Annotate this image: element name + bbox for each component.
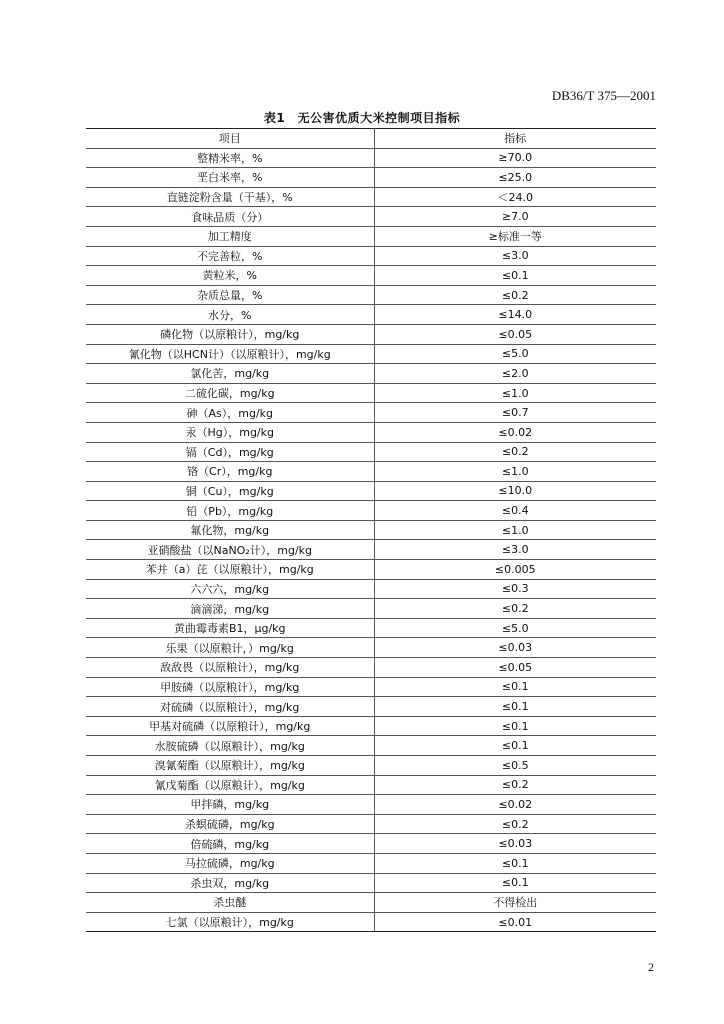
spec-table xyxy=(86,128,656,932)
item-cell: 直链淀粉含量（干基），% xyxy=(86,187,374,207)
limit-cell: ≤0.2 xyxy=(374,775,656,795)
item-cell: 杀虫双，mg/kg xyxy=(86,873,374,893)
table-row xyxy=(86,853,656,873)
table-row xyxy=(86,226,656,246)
item-cell: 氰戊菊酯（以原粮计），mg/kg xyxy=(86,775,374,795)
item-cell: 水分，% xyxy=(86,305,374,325)
table-row xyxy=(86,403,656,423)
table-row xyxy=(86,599,656,619)
limit-cell: ≤0.02 xyxy=(374,422,656,442)
table-row xyxy=(86,501,656,521)
limit-cell: ≤0.3 xyxy=(374,579,656,599)
table-row xyxy=(86,207,656,227)
table-row xyxy=(86,324,656,344)
table-row xyxy=(86,383,656,403)
table-row xyxy=(86,814,656,834)
limit-cell: ≤0.01 xyxy=(374,912,656,932)
limit-cell: ≤0.1 xyxy=(374,873,656,893)
limit-cell: ≤5.0 xyxy=(374,618,656,638)
limit-cell: ≤0.2 xyxy=(374,442,656,462)
item-cell: 氯化苦，mg/kg xyxy=(86,364,374,384)
limit-cell: ≤0.02 xyxy=(374,795,656,815)
limit-cell: ≥7.0 xyxy=(374,207,656,227)
table-row xyxy=(86,834,656,854)
item-cell: 氰化物（以HCN计）（以原粮计），mg/kg xyxy=(86,344,374,364)
item-cell: 食味品质（分） xyxy=(86,207,374,227)
limit-cell: ≤1.0 xyxy=(374,520,656,540)
limit-cell: ≤0.005 xyxy=(374,560,656,580)
item-cell: 黄曲霉毒素B1，μg/kg xyxy=(86,618,374,638)
item-cell: 氟化物，mg/kg xyxy=(86,520,374,540)
table-row xyxy=(86,560,656,580)
limit-cell: ≤0.03 xyxy=(374,834,656,854)
item-cell: 二硫化碳，mg/kg xyxy=(86,383,374,403)
limit-cell: ≤1.0 xyxy=(374,383,656,403)
table-row xyxy=(86,579,656,599)
table-row xyxy=(86,305,656,325)
table-row xyxy=(86,462,656,482)
limit-cell: ≤5.0 xyxy=(374,344,656,364)
limit-cell: ≤0.05 xyxy=(374,324,656,344)
limit-cell: ≤0.2 xyxy=(374,285,656,305)
document-code: DB36/T 375—2001 xyxy=(551,88,656,103)
limit-cell: ≤10.0 xyxy=(374,481,656,501)
table-row xyxy=(86,285,656,305)
limit-cell: 不得检出 xyxy=(374,893,656,913)
item-cell: 黄粒米，% xyxy=(86,266,374,286)
table-row xyxy=(86,756,656,776)
item-cell: 铜（Cu），mg/kg xyxy=(86,481,374,501)
table-row xyxy=(86,442,656,462)
limit-cell: ＜24.0 xyxy=(374,187,656,207)
limit-cell: ≤0.5 xyxy=(374,756,656,776)
table-row xyxy=(86,168,656,188)
limit-cell: ≤0.2 xyxy=(374,599,656,619)
table-row xyxy=(86,618,656,638)
item-cell: 甲胺磷（以原粮计），mg/kg xyxy=(86,677,374,697)
item-cell: 杀虫醚 xyxy=(86,893,374,913)
table-row xyxy=(86,736,656,756)
item-cell: 亚硝酸盐（以NaNO₂计），mg/kg xyxy=(86,540,374,560)
limit-cell: ≤14.0 xyxy=(374,305,656,325)
item-cell: 溴氰菊酯（以原粮计），mg/kg xyxy=(86,756,374,776)
table-row xyxy=(86,540,656,560)
limit-cell: ≤3.0 xyxy=(374,246,656,266)
item-cell: 对硫磷（以原粮计），mg/kg xyxy=(86,697,374,717)
table-row xyxy=(86,697,656,717)
item-cell: 苯并（a）芘（以原粮计），mg/kg xyxy=(86,560,374,580)
table-row xyxy=(86,148,656,168)
item-cell: 铬（Cr），mg/kg xyxy=(86,462,374,482)
item-cell: 六六六，mg/kg xyxy=(86,579,374,599)
table-row xyxy=(86,481,656,501)
table-row xyxy=(86,364,656,384)
column-header-value: 指标 xyxy=(374,129,656,149)
table-row xyxy=(86,658,656,678)
table-row xyxy=(86,716,656,736)
table-title: 表1 无公害优质大米控制项目指标 xyxy=(263,111,461,125)
item-cell: 砷（As），mg/kg xyxy=(86,403,374,423)
item-cell: 七氯（以原粮计），mg/kg xyxy=(86,912,374,932)
table-row xyxy=(86,520,656,540)
item-cell: 马拉硫磷，mg/kg xyxy=(86,853,374,873)
item-cell: 甲拌磷，mg/kg xyxy=(86,795,374,815)
table-row xyxy=(86,344,656,364)
item-cell: 镉（Cd），mg/kg xyxy=(86,442,374,462)
table-row xyxy=(86,893,656,913)
limit-cell: ≥70.0 xyxy=(374,148,656,168)
table-row xyxy=(86,795,656,815)
limit-cell: ≤0.2 xyxy=(374,814,656,834)
table-row xyxy=(86,422,656,442)
item-cell: 杀螟硫磷，mg/kg xyxy=(86,814,374,834)
item-cell: 倍硫磷，mg/kg xyxy=(86,834,374,854)
item-cell: 整精米率，% xyxy=(86,148,374,168)
limit-cell: ≤0.1 xyxy=(374,266,656,286)
limit-cell: ≤0.1 xyxy=(374,853,656,873)
limit-cell: ≤0.1 xyxy=(374,736,656,756)
item-cell: 汞（Hg），mg/kg xyxy=(86,422,374,442)
limit-cell: ≤0.4 xyxy=(374,501,656,521)
item-cell: 磷化物（以原粮计），mg/kg xyxy=(86,324,374,344)
item-cell: 杂质总量，% xyxy=(86,285,374,305)
limit-cell: ≤0.1 xyxy=(374,677,656,697)
table-row xyxy=(86,638,656,658)
item-cell: 敌敌畏（以原粮计），mg/kg xyxy=(86,658,374,678)
limit-cell: ≤2.0 xyxy=(374,364,656,384)
limit-cell: ≤1.0 xyxy=(374,462,656,482)
table-header-row xyxy=(86,129,656,149)
table-row xyxy=(86,873,656,893)
item-cell: 铅（Pb），mg/kg xyxy=(86,501,374,521)
limit-cell: ≤0.05 xyxy=(374,658,656,678)
column-header-item: 项目 xyxy=(86,129,374,149)
item-cell: 加工精度 xyxy=(86,226,374,246)
item-cell: 水胺硫磷（以原粮计），mg/kg xyxy=(86,736,374,756)
item-cell: 垩白米率，% xyxy=(86,168,374,188)
limit-cell: ≤0.03 xyxy=(374,638,656,658)
limit-cell: ≥标准一等 xyxy=(374,226,656,246)
limit-cell: ≤3.0 xyxy=(374,540,656,560)
table-row xyxy=(86,266,656,286)
table-row xyxy=(86,246,656,266)
page-number: 2 xyxy=(648,960,654,974)
table-row xyxy=(86,677,656,697)
item-cell: 滴滴涕，mg/kg xyxy=(86,599,374,619)
item-cell: 甲基对硫磷（以原粮计），mg/kg xyxy=(86,716,374,736)
item-cell: 乐果（以原粮计，）mg/kg xyxy=(86,638,374,658)
limit-cell: ≤0.1 xyxy=(374,697,656,717)
table-row xyxy=(86,912,656,932)
table-row xyxy=(86,775,656,795)
limit-cell: ≤0.1 xyxy=(374,716,656,736)
limit-cell: ≤25.0 xyxy=(374,168,656,188)
table-row xyxy=(86,187,656,207)
item-cell: 不完善粒，% xyxy=(86,246,374,266)
limit-cell: ≤0.7 xyxy=(374,403,656,423)
